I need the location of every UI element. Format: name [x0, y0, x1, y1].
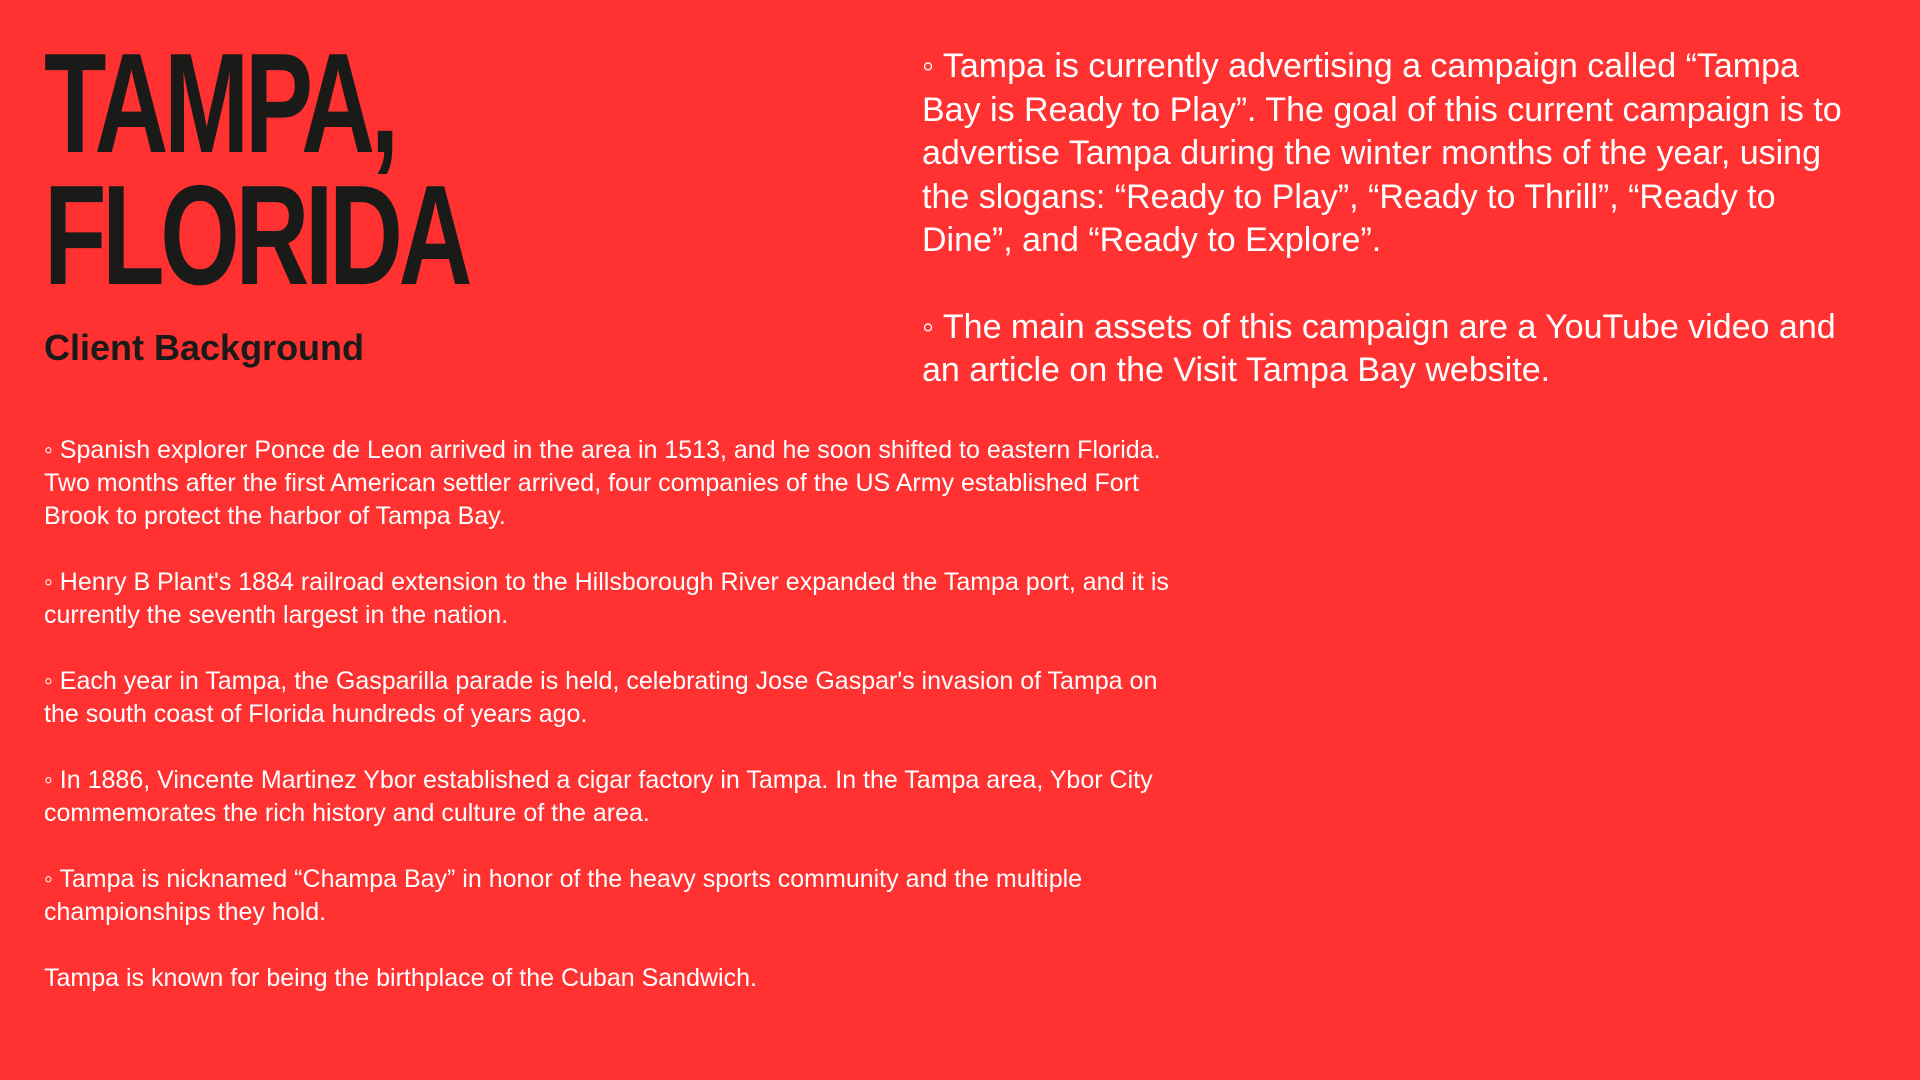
- page-title: [44, 24, 469, 315]
- background-point: ◦ Each year in Tampa, the Gasparilla parade is held, celebrating Jose Gaspar's invasion of Tampa on the south coast of Florida hundreds of years ago.: [44, 667, 1158, 728]
- background-point: ◦ In 1886, Vincente Martinez Ybor established a cigar factory in Tampa. In the Tampa area, Ybor City commemorates the rich history and culture of the area.: [44, 766, 1153, 827]
- campaign-points: [922, 45, 1852, 436]
- background-point: ◦ Tampa is nicknamed “Champa Bay” in honor of the heavy sports community and the multiple championships they hold.: [44, 865, 1083, 926]
- background-point: ◦ Spanish explorer Ponce de Leon arrived in the area in 1513, and he soon shifted to eastern Florida. Two months after the first American settler arrived, four companies of the US Army established Fort Brook to protect the harbor of Tampa Bay.: [44, 436, 1161, 530]
- background-point: ◦ Henry B Plant's 1884 railroad extension to the Hillsborough River expanded the Tampa port, and it is currently the seventh largest in the nation.: [44, 568, 1169, 629]
- background-points: [44, 434, 1174, 1028]
- page-title-line-2: FLORIDA: [44, 156, 469, 315]
- campaign-point: ◦ The main assets of this campaign are a YouTube video and an article on the Visit Tampa Bay website.: [922, 307, 1836, 389]
- background-point: Tampa is known for being the birthplace of the Cuban Sandwich.: [44, 964, 757, 992]
- section-subtitle: Client Background: [44, 327, 365, 368]
- page-title-line-1: TAMPA,: [44, 24, 395, 183]
- campaign-point: ◦ Tampa is currently advertising a campaign called “Tampa Bay is Ready to Play”. The goal of this current campaign is to advertise Tampa during the winter months of the year, using the slogans: “Ready to Play”, “Ready to Thrill”, “Ready to Dine”, and “Ready to Explore”.: [922, 47, 1842, 259]
